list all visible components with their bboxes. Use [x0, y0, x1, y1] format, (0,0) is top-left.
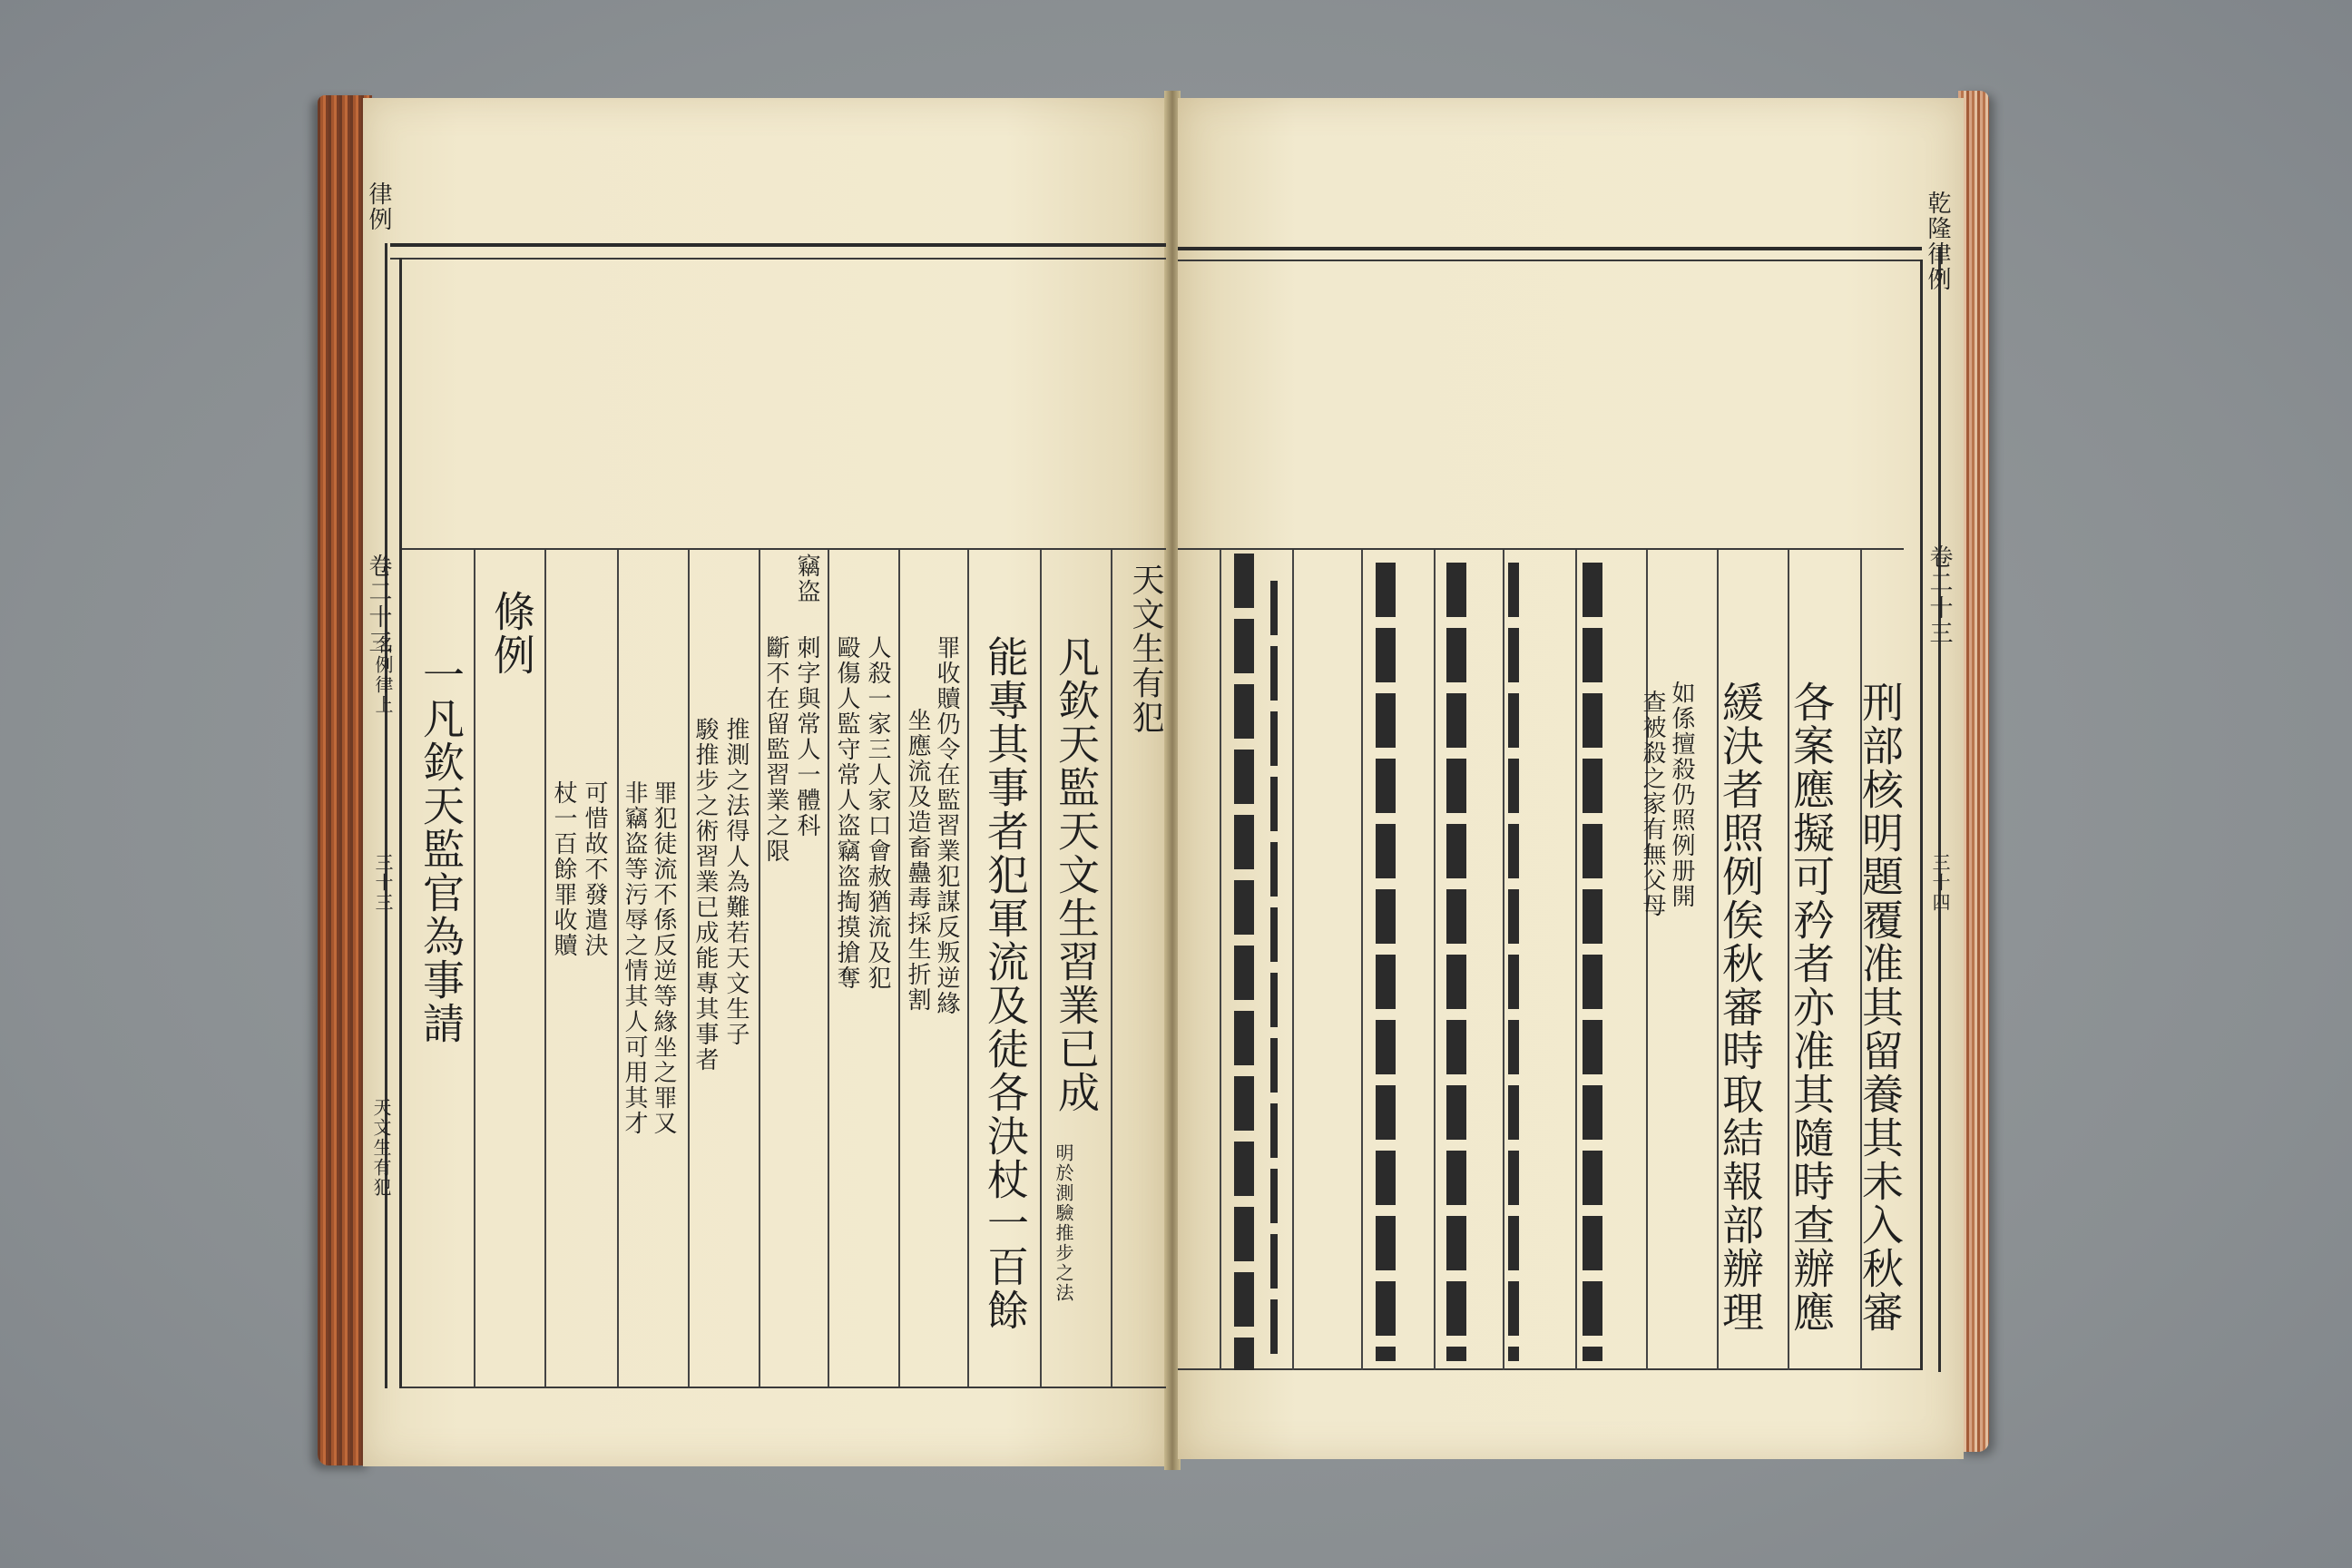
right-bottom-border — [1178, 1368, 1922, 1370]
blank-column-block — [1446, 563, 1466, 1361]
right-margin-juan: 卷二十三 — [1926, 544, 1953, 646]
col-rule — [1111, 550, 1112, 1387]
col-rule — [1646, 550, 1648, 1370]
text-column-4-note-a: 人殺一家三人家口會赦猶流及犯 — [864, 635, 891, 991]
text-column-3-note-b: 坐應流及造畜蠱毒採生折割 — [904, 708, 931, 1013]
left-top-border-inner — [390, 258, 1166, 260]
blank-column-block — [1583, 563, 1602, 1361]
right-page — [1178, 98, 1964, 1459]
right-text-column-4-note-a: 如係擅殺仍照例册開 — [1668, 681, 1695, 909]
right-margin-title: 乾隆律例 — [1924, 191, 1951, 292]
col-rule — [1220, 550, 1221, 1370]
text-column-9-note-b: 杖一百餘罪收贖 — [550, 780, 577, 958]
left-outer-border — [399, 258, 402, 1388]
right-outer-border — [1920, 260, 1923, 1370]
right-top-border — [1178, 247, 1922, 250]
col-rule — [967, 550, 969, 1387]
text-column-3-note-a: 罪收贖仍令在監習業犯謀反叛逆緣 — [933, 635, 960, 1016]
right-top-border-inner — [1178, 260, 1922, 261]
col-rule — [544, 550, 546, 1387]
col-rule — [828, 550, 829, 1387]
left-bottom-border — [399, 1387, 1166, 1388]
text-column-8-note-a: 罪犯徒流不係反逆等緣坐之罪又 — [650, 780, 677, 1136]
col-rule — [1040, 550, 1042, 1387]
col-rule — [1292, 550, 1294, 1370]
text-column-7-note-a: 推測之法得人為難若天文生子 — [722, 717, 750, 1047]
text-column-1-main: 凡欽天監天文生習業已成 — [1052, 635, 1101, 1114]
text-column-9-note-a: 可惜故不發遣決 — [581, 780, 608, 958]
col-rule — [1434, 550, 1436, 1370]
text-column-4-note-b: 毆傷人監守常人盗竊盗掏摸搶奪 — [833, 635, 860, 991]
left-margin-page: 三十三 — [372, 853, 394, 913]
col-rule — [898, 550, 900, 1387]
rules-heading: 條例 — [487, 590, 536, 677]
col-rule — [1575, 550, 1577, 1370]
col-rule — [1361, 550, 1363, 1370]
col-rule — [1503, 550, 1504, 1370]
text-column-2-main: 能專其事者犯軍流及徒各決杖一百餘 — [981, 635, 1030, 1332]
left-margin-footer: 天文生有犯 — [370, 1098, 392, 1198]
right-outer-border-2 — [1938, 247, 1941, 1372]
col-rule — [617, 550, 619, 1387]
col-rule — [474, 550, 475, 1387]
text-column-7-note-b: 駿推步之術習業已成能專其事者 — [691, 717, 719, 1073]
text-column-5-note-b: 刺字與常人一體科 — [793, 635, 820, 838]
text-column-6-note: 斷不在留監習業之限 — [762, 635, 789, 864]
col-rule — [759, 550, 760, 1387]
text-column-rule-1: 一凡欽天監官為事請 — [416, 653, 466, 1045]
text-column-1-note: 明於測驗推步之法 — [1053, 1143, 1074, 1303]
left-margin-juan: 卷二十三 — [365, 554, 392, 655]
left-outer-border-2 — [385, 243, 387, 1388]
blank-column-block — [1270, 581, 1278, 1361]
section-heading: 天文生有犯 — [1127, 563, 1164, 735]
text-column-8-note-b: 非竊盗等污辱之情其人可用其才 — [621, 780, 648, 1136]
right-text-column-3: 緩決者照例俟秋審時取結報部辦理 — [1716, 681, 1765, 1334]
left-margin-title: 律例 — [365, 181, 392, 232]
left-top-border — [390, 243, 1166, 247]
right-margin-page: 三十四 — [1929, 853, 1951, 913]
blank-column-block — [1234, 554, 1254, 1370]
blank-column-block — [1376, 563, 1396, 1361]
left-margin-section: 名例律上 — [372, 635, 394, 715]
right-text-column-4-note-b: 查被殺之家有無父母 — [1639, 690, 1666, 918]
text-column-5-note-a: 竊盗 — [793, 554, 820, 604]
blank-column-block — [1508, 563, 1519, 1361]
left-upper-register-line — [399, 548, 1166, 550]
right-text-column-1: 刑部核明題覆准其留養其未入秋審 — [1856, 681, 1905, 1334]
col-rule — [688, 550, 690, 1387]
right-upper-register-line — [1178, 548, 1904, 550]
right-text-column-2: 各案應擬可矜者亦准其隨時查辦應 — [1787, 681, 1836, 1334]
